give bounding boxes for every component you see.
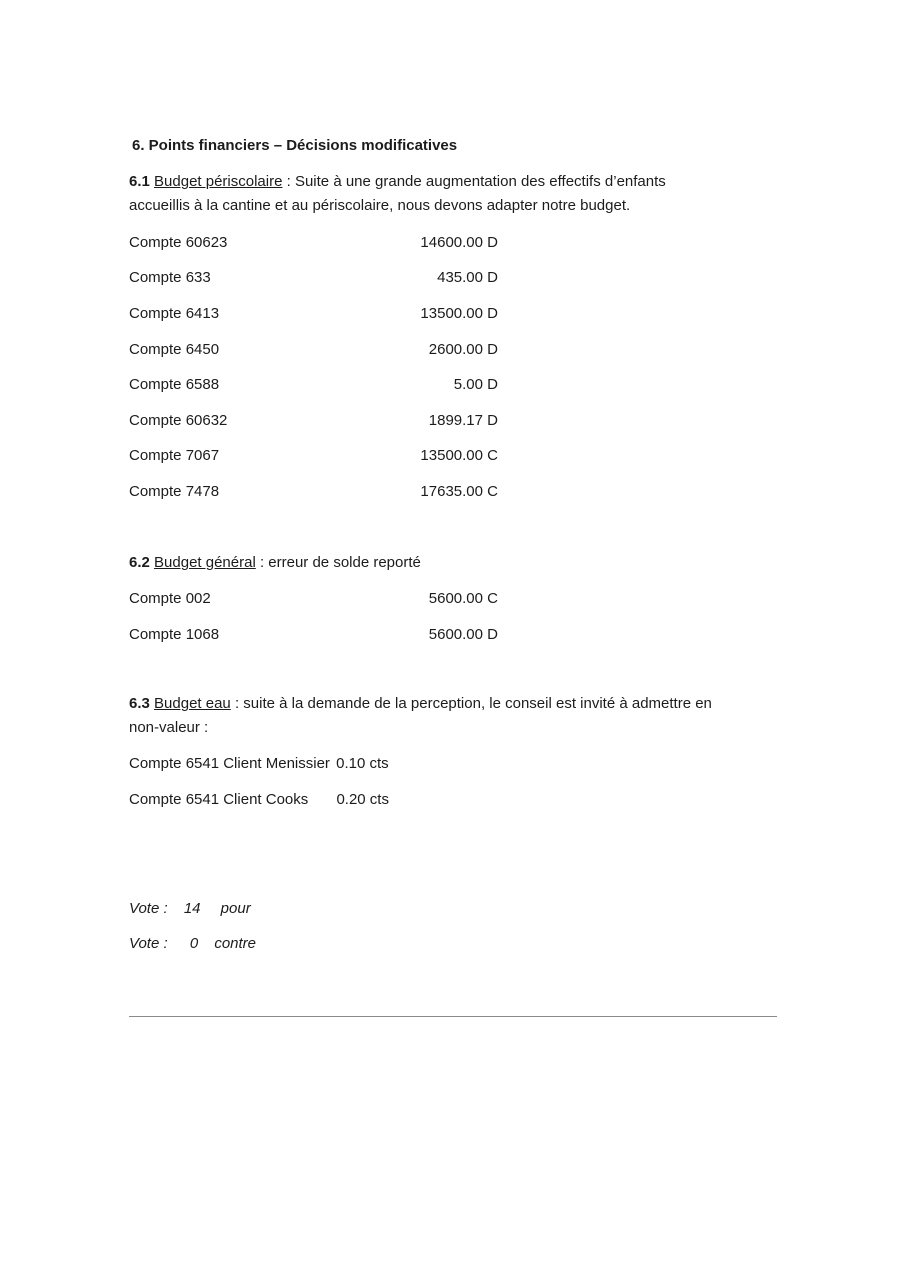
account-label: Compte 7067 [129,447,220,464]
section-6-3-text-line1: : suite à la demande de la perception, le conseil est invité à admettre en [230,695,712,712]
section-6-3-text-line2: non-valeur : [129,719,209,736]
section-6-1-text-line1: : Suite à une grande augmentation des effectifs d’enfants [282,173,666,190]
account-label: Compte 6588 [129,376,220,393]
vote-line-pour [129,900,251,917]
section-6-2-intro [129,551,779,575]
account-amount: 14600.00 D [420,234,498,251]
account-label: Compte 60632 [129,412,228,429]
vote-label: Vote : [129,935,168,952]
section-6-3-number: 6.3 [129,695,150,712]
section-6-3-label: Budget eau [154,695,231,712]
horizontal-divider [129,1016,777,1017]
account-amount: 435.00 D [437,269,498,286]
account-amount: 5.00 D [453,376,498,393]
account-label: Compte 6541 Client Menissier [129,755,330,772]
section-6-1-number: 6.1 [129,173,150,190]
account-label: Compte 002 [129,590,211,607]
section-6-2-number: 6.2 [129,554,150,571]
vote-count: 14 [183,900,201,917]
account-label: Compte 6450 [129,341,220,358]
vote-count: 0 [189,935,199,952]
section-6-3-intro [129,692,779,740]
account-label: Compte 633 [129,269,211,286]
section-6-2-label: Budget général [154,554,256,571]
section-6-1-label: Budget périscolaire [154,173,283,190]
section-6-2-text: : erreur de solde reporté [255,554,421,571]
vote-type: pour [220,900,251,917]
section-6-1-intro [129,170,779,218]
account-row [129,755,389,772]
account-amount: 5600.00 C [428,590,498,607]
account-amount: 1899.17 D [428,412,498,429]
vote-label: Vote : [129,900,168,917]
account-amount: 2600.00 D [428,341,498,358]
vote-type: contre [214,935,257,952]
account-amount: 13500.00 C [420,447,498,464]
section-title: 6. Points financiers – Décisions modificatives [132,137,458,154]
account-label: Compte 1068 [129,626,220,643]
account-label: Compte 6413 [129,305,220,322]
account-amount: 5600.00 D [428,626,498,643]
account-label: Compte 7478 [129,483,220,500]
account-row [129,791,389,808]
account-label: Compte 6541 Client Cooks [129,791,309,808]
section-6-1-text-line2: accueillis à la cantine et au périscolaire, nous devons adapter notre budget. [129,197,631,214]
account-amount: 17635.00 C [420,483,498,500]
account-amount: 13500.00 D [420,305,498,322]
account-label: Compte 60623 [129,234,228,251]
account-amount: 0.20 cts [336,791,389,808]
account-amount: 0.10 cts [336,755,389,772]
vote-line-contre [129,935,256,952]
